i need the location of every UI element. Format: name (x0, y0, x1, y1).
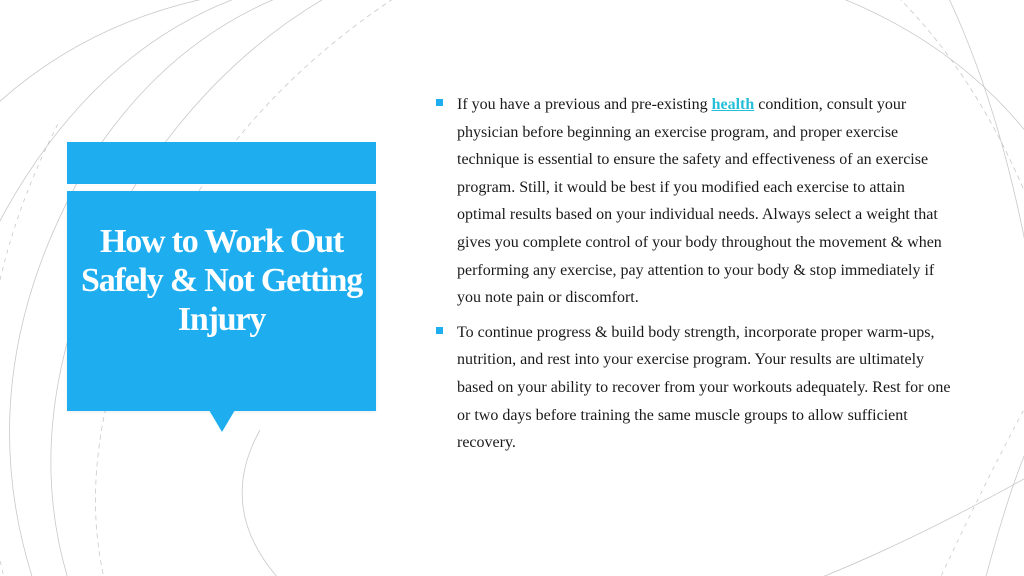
bullet-item-2 (436, 319, 957, 457)
title-pointer (209, 410, 235, 432)
health-link[interactable]: health (711, 96, 755, 113)
bullet-2-text: To continue progress & build body strength, incorporate proper warm-ups, nutrition, and rest into your exercise program. Your results are ultimately based on your ability to recover from your workouts adequately. Rest for one or two days before training the same muscle groups to allow sufficient recovery. (457, 323, 951, 452)
title-accent-bar (67, 142, 376, 184)
bullet-list (436, 91, 976, 464)
bullet-item-1 (436, 91, 957, 312)
bullet-1-text-end: condition, consult your physician before beginning an exercise program, and proper exercise technique is essential to ensure the safety and effectiveness of an exercise program. Still, it would be best if you modified each exercise to attain optimal results based on your individual needs. Always select a weight that gives you complete control of your body throughout the movement & when performing any exercise, pay attention to your body & stop immediately if you note pain or discomfort. (457, 96, 942, 307)
square-bullet-icon (436, 99, 443, 106)
square-bullet-icon (436, 327, 443, 334)
slide-title: How to Work Out Safely & Not Getting Injury (80, 223, 362, 338)
bullet-1-text-start: If you have a previous and pre-existing (457, 96, 712, 113)
